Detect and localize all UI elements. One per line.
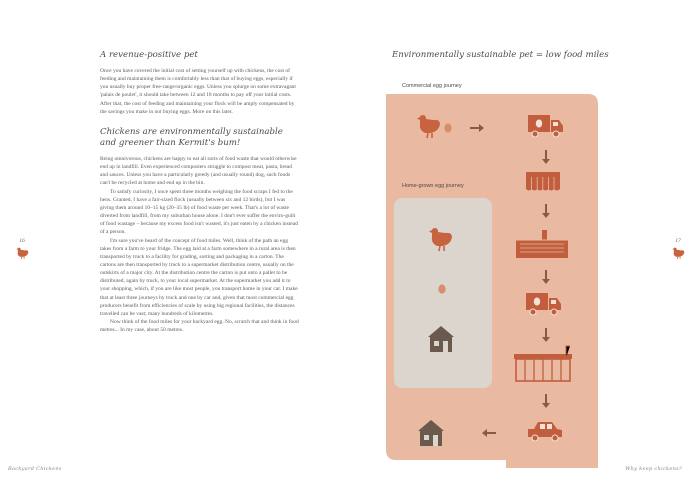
egg-icon — [444, 123, 451, 132]
paragraph-revenue: Once you have covered the initial cost of setting yourself up with chickens, the cost of feeding and maintaining them is comfortably less than that of buying eggs, especially if you usually buy proper free-range/organic eggs. Unless you splurge on some extravagant 'palais de poulet', it should take between 12 and 18 months to pay off your initial costs. After that, the cost of feeding and maintaining your flock will be amply compensated by the savings you make in not buying eggs. More on this later. — [100, 68, 296, 115]
left-folio — [12, 238, 32, 263]
left-page-number: 16 — [19, 238, 25, 244]
left-running-foot: Backyard Chickens — [8, 466, 62, 472]
right-page-number: 17 — [675, 238, 681, 244]
section-heading-sustainable: Chickens are environmentally sustainable and greener than Kermit's bum! — [100, 126, 283, 148]
hen-icon — [671, 246, 685, 259]
paragraph-omnivorous: Being omnivorous, chickens are happy to eat all sorts of food waste that would otherwise end up in landfill. Even experienced composters struggle to compost meat, pasta, bread and sauces. Unless you have a particularly greedy (and usually round) dog, such foods can't be recycled at home and end up in the bin. — [100, 155, 297, 187]
left-text-column — [100, 50, 300, 334]
paragraph-curiosity: To satisfy curiosity, I once spent three months weighing the food scraps I fed to the hens. Granted, I have a fair-sized flock (usually between six and 12 birds), but I was giving them around 10–15 kg (20–35 lb) of food waste per week. That's a lot of waste diverted from landfill, from my suburban house alone. I don't ever suffer the enviro-guilt of food wastage – because my excess food isn't wasted, it's just eaten by a chicken instead of a person. — [100, 188, 298, 236]
paragraph-food-miles: I'm sure you've heard of the concept of food miles. Well, think of the path an egg takes from a farm to your fridge. The egg laid at a farm somewhere in a rural area is then transported by truck to a facility for grading, sorting and packaging in a carton. The cartons are then transported by truck to a supermarket distribution centre, usually on the outskirts of a major city. At the distribution centre the carton is put onto a pallet to be distributed, again by truck, to your local supermarket. At the supermarket you add it to your shopping, which, if you are like most people, you transport home in your car. I make that at least three journeys by truck and one by car and, given that most commercial egg producers benefit from efficiencies of scale by using big regional facilities, the distances travelled can be vast; many hundreds of kilometres. — [100, 237, 298, 317]
diagram-heading: Environmentally sustainable pet = low food miles — [392, 50, 609, 60]
egg-journey-diagram — [378, 80, 600, 470]
right-folio — [668, 238, 688, 263]
label-commercial-journey: Commercial egg journey — [402, 83, 462, 89]
right-running-foot: Why keep chickens? — [625, 466, 682, 472]
awning-icon — [526, 172, 560, 191]
egg-icon — [438, 284, 445, 293]
label-homegrown-journey: Home-grown egg journey — [402, 183, 464, 189]
diagram-canvas — [378, 80, 600, 470]
paragraph-backyard-egg: Now think of the food miles for your backyard egg. No, scratch that and think in food metres... In my case, about 50 metres. — [100, 319, 299, 334]
hen-icon — [15, 246, 29, 259]
section-heading-revenue: A revenue-positive pet — [100, 50, 198, 60]
